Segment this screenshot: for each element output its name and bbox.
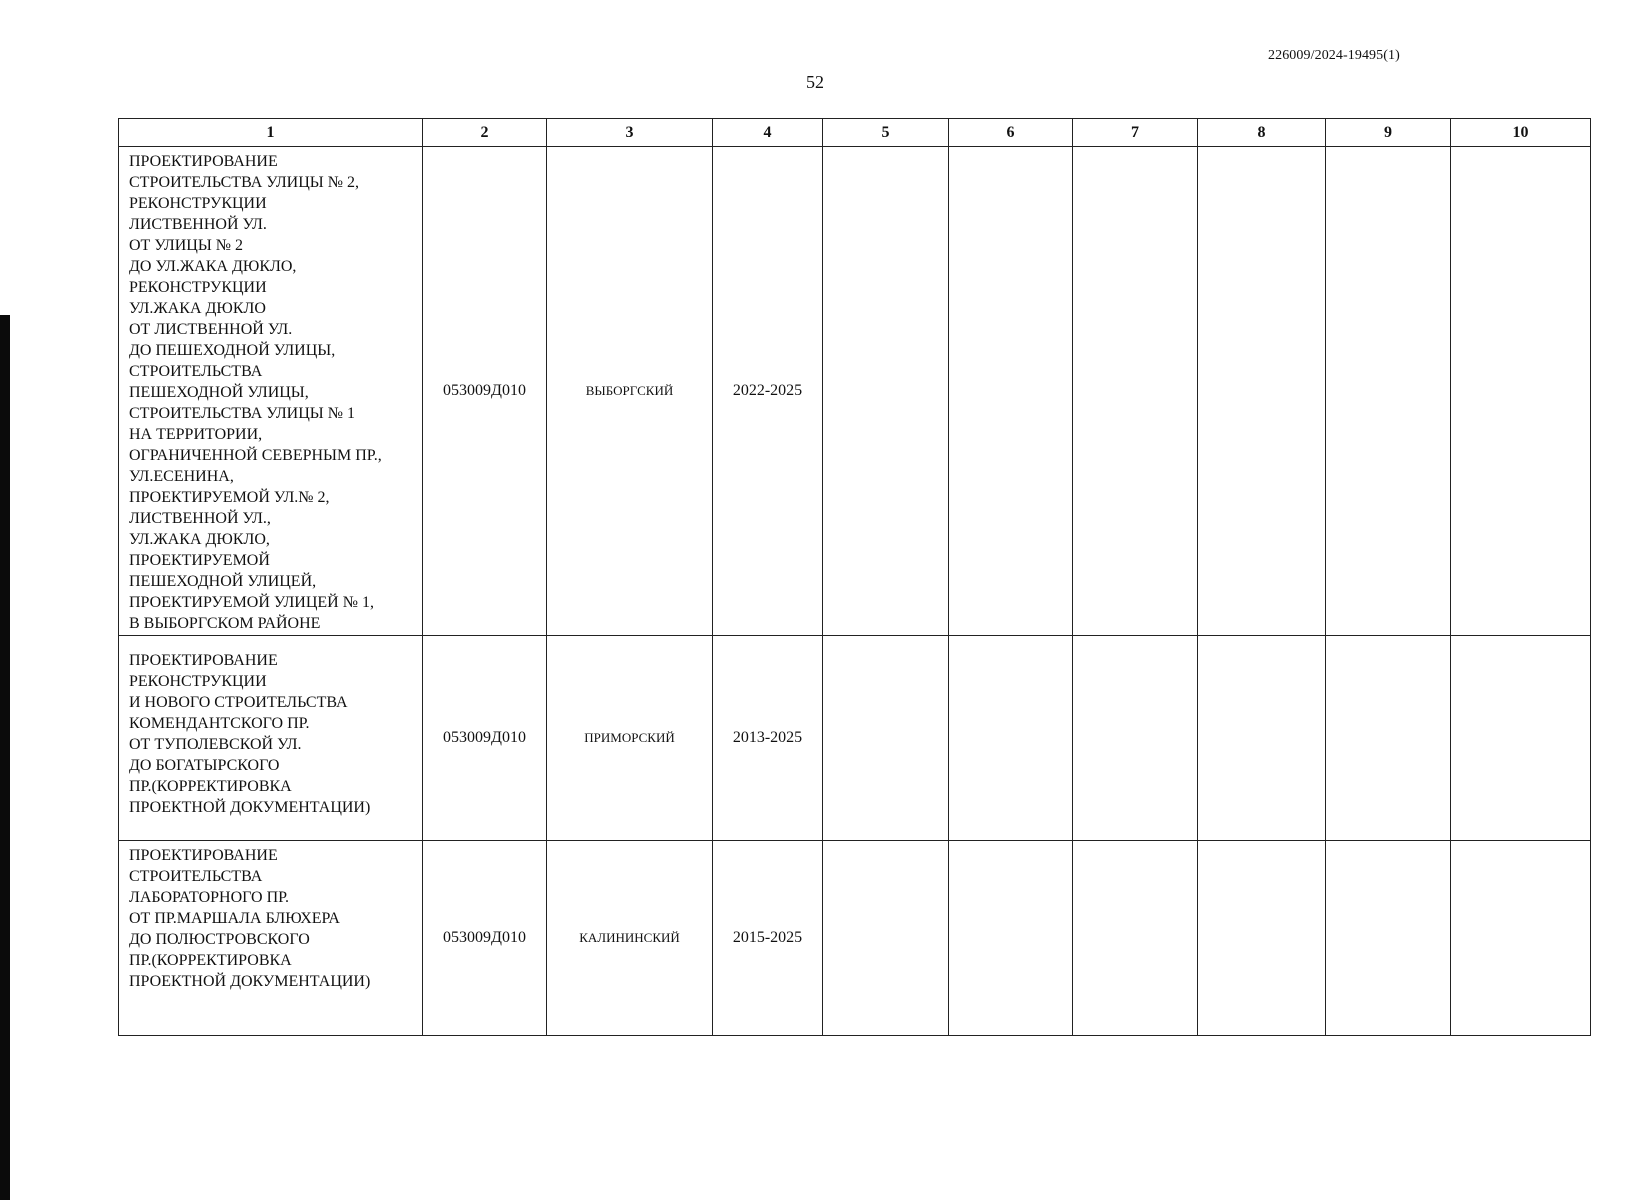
column-header: 4: [713, 119, 823, 147]
column-header: 3: [547, 119, 713, 147]
empty-cell: [823, 636, 949, 841]
table-header-row: [119, 119, 1591, 147]
period-cell: 2022-2025: [713, 147, 823, 636]
empty-cell: [1451, 147, 1591, 636]
district-cell: КАЛИНИНСКИЙ: [547, 841, 713, 1036]
empty-cell: [1198, 147, 1326, 636]
scan-edge-shadow: [0, 315, 10, 1200]
empty-cell: [1326, 841, 1451, 1036]
empty-cell: [1451, 841, 1591, 1036]
column-header: 8: [1198, 119, 1326, 147]
code-cell: 053009Д010: [423, 147, 547, 636]
empty-cell: [823, 147, 949, 636]
empty-cell: [949, 636, 1073, 841]
object-name-cell: ПРОЕКТИРОВАНИЕ СТРОИТЕЛЬСТВА УЛИЦЫ № 2, РЕКОНСТРУКЦИИ ЛИСТВЕННОЙ УЛ. ОТ УЛИЦЫ № 2 ДО УЛ.ЖАКА ДЮКЛО, РЕКОНСТРУКЦИИ УЛ.ЖАКА ДЮКЛО ОТ ЛИСТВЕННОЙ УЛ. ДО ПЕШЕХОДНОЙ УЛИЦЫ, СТРОИТЕЛЬСТВА ПЕШЕХОДНОЙ УЛИЦЫ, СТРОИТЕЛЬСТВА УЛИЦЫ № 1 НА ТЕРРИТОРИИ, ОГРАНИЧЕННОЙ СЕВЕРНЫМ ПР., УЛ.ЕСЕНИНА, ПРОЕКТИРУЕМОЙ УЛ.№ 2, ЛИСТВЕННОЙ УЛ., УЛ.ЖАКА ДЮКЛО, ПРОЕКТИРУЕМОЙ ПЕШЕХОДНОЙ УЛИЦЕЙ, ПРОЕКТИРУЕМОЙ УЛИЦЕЙ № 1, В ВЫБОРГСКОМ РАЙОНЕ: [119, 147, 423, 636]
district-cell: ВЫБОРГСКИЙ: [547, 147, 713, 636]
table-row: [119, 147, 1591, 636]
empty-cell: [1073, 147, 1198, 636]
period-cell: 2013-2025: [713, 636, 823, 841]
empty-cell: [1451, 636, 1591, 841]
empty-cell: [1198, 636, 1326, 841]
period-cell: 2015-2025: [713, 841, 823, 1036]
empty-cell: [949, 147, 1073, 636]
object-name-cell: ПРОЕКТИРОВАНИЕ СТРОИТЕЛЬСТВА ЛАБОРАТОРНОГО ПР. ОТ ПР.МАРШАЛА БЛЮХЕРА ДО ПОЛЮСТРОВСКОГО ПР.(КОРРЕКТИРОВКА ПРОЕКТНОЙ ДОКУМЕНТАЦИИ): [119, 841, 423, 1036]
empty-cell: [949, 841, 1073, 1036]
column-header: 6: [949, 119, 1073, 147]
column-header: 9: [1326, 119, 1451, 147]
empty-cell: [1073, 636, 1198, 841]
page-number: 52: [806, 72, 824, 92]
empty-cell: [1326, 636, 1451, 841]
empty-cell: [1198, 841, 1326, 1036]
empty-cell: [823, 841, 949, 1036]
empty-cell: [1073, 841, 1198, 1036]
code-cell: 053009Д010: [423, 841, 547, 1036]
column-header: 5: [823, 119, 949, 147]
column-header: 1: [119, 119, 423, 147]
column-header: 7: [1073, 119, 1198, 147]
column-header: 10: [1451, 119, 1591, 147]
object-name-cell: ПРОЕКТИРОВАНИЕ РЕКОНСТРУКЦИИ И НОВОГО СТРОИТЕЛЬСТВА КОМЕНДАНТСКОГО ПР. ОТ ТУПОЛЕВСКОЙ УЛ. ДО БОГАТЫРСКОГО ПР.(КОРРЕКТИРОВКА ПРОЕКТНОЙ ДОКУМЕНТАЦИИ): [119, 636, 423, 841]
program-table: [118, 118, 1591, 1036]
empty-cell: [1326, 147, 1451, 636]
document-number: 226009/2024-19495(1): [1268, 48, 1400, 63]
code-cell: 053009Д010: [423, 636, 547, 841]
table-row: [119, 636, 1591, 841]
table-row: [119, 841, 1591, 1036]
column-header: 2: [423, 119, 547, 147]
district-cell: ПРИМОРСКИЙ: [547, 636, 713, 841]
